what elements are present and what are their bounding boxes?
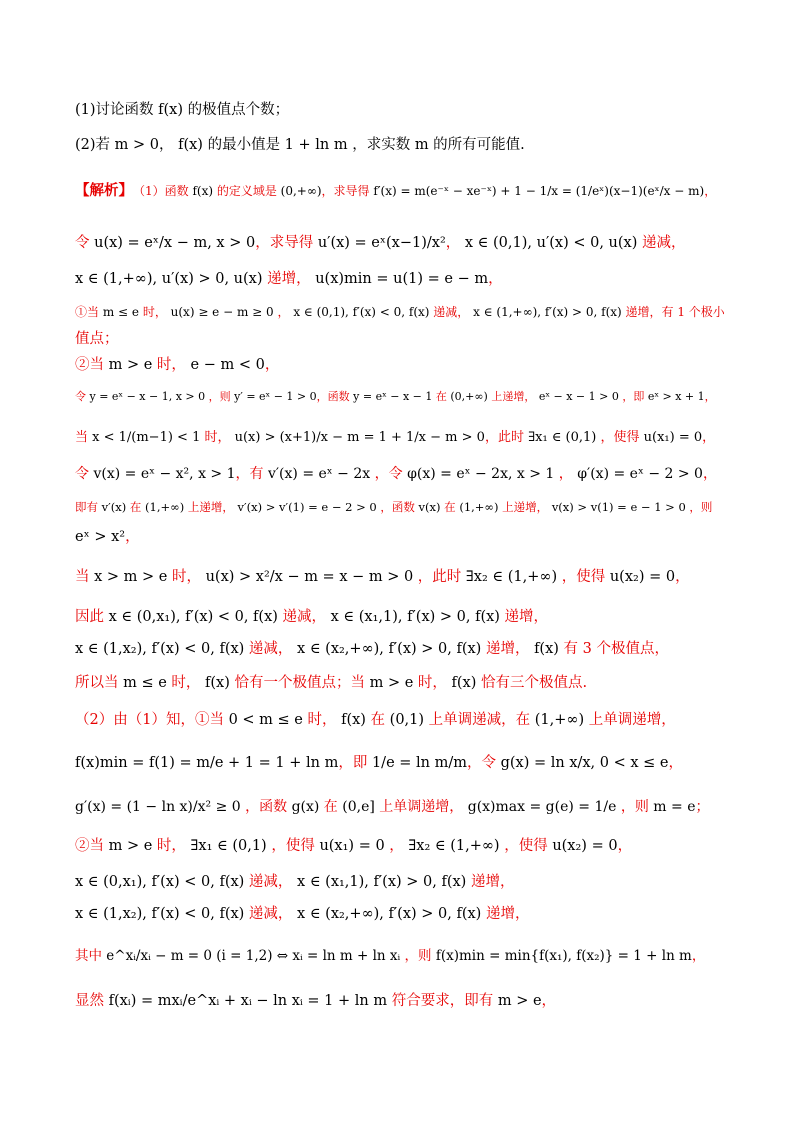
solution-text: ， [125, 529, 140, 545]
solution-text: ，使得 [596, 430, 644, 445]
solution-text: 在 [432, 390, 451, 403]
math-expression: u(x₂) = 0 [552, 838, 618, 854]
solution-text: 在 [440, 500, 460, 514]
math-expression: u(x₂) = 0 [609, 569, 676, 585]
solution-text: 递增， [499, 609, 549, 625]
solution-line [75, 566, 725, 588]
solution-text: ，使得 [266, 838, 320, 854]
math-expression: u(x) > (x+1)/x − m = 1 + 1/x − m > 0 [234, 430, 485, 445]
solution-text: 令 [75, 235, 95, 251]
solution-text: 上单调递增， [584, 712, 676, 728]
math-expression: f(x) [341, 712, 366, 728]
solution-text: 有 3 个极值点， [558, 641, 669, 657]
solution-text: ， [617, 838, 633, 854]
solution-line [75, 990, 725, 1012]
solution-text: 上递增， [487, 390, 539, 403]
solution-text: ， [264, 357, 280, 373]
math-expression: m > e [369, 675, 414, 691]
math-expression: g′(x) = (1 − ln x)/x² ≥ 0 [75, 799, 241, 815]
solution-header: 【解析】 [75, 182, 133, 199]
solution-line [75, 386, 725, 408]
solution-text: ， [704, 390, 716, 403]
solution-text: 值点； [75, 331, 119, 347]
solution-line [75, 463, 725, 485]
math-expression: e − m < 0 [190, 357, 265, 373]
math-expression: y′ = eˣ − 1 > 0 [234, 390, 317, 403]
solution-text: ，函数 [376, 500, 419, 514]
math-expression: g(x) = ln x/x, 0 < x ≤ e [500, 755, 669, 771]
solution-text: 递减， [277, 609, 331, 625]
solution-text: ， [554, 466, 578, 482]
math-expression: u(x₁) = 0 [319, 838, 385, 854]
solution-line [75, 496, 725, 518]
math-expression: y = eˣ − x − 1, x > 0 [89, 390, 206, 403]
solution-text: ，则 [400, 948, 436, 964]
math-expression: ∃x₂ ∈ (1,+∞) [465, 569, 558, 585]
math-expression: f(x) [451, 675, 477, 691]
solution-text: ，则 [616, 799, 654, 815]
solution-text: ， [273, 305, 294, 319]
solution-text: 时， [302, 712, 342, 728]
math-expression: u(x)min = u(1) = e − m [315, 271, 489, 287]
solution-line [75, 606, 725, 628]
solution-text: 的定义域是 [213, 184, 281, 198]
solution-text: 上单调递增， [374, 799, 468, 815]
solution-text: 令 [75, 390, 90, 403]
solution-text: ， [691, 948, 706, 964]
solution-text: 递减， [244, 906, 298, 922]
solution-line [75, 903, 725, 925]
solution-text: 上递增， [498, 500, 552, 514]
math-expression: v(x) [418, 500, 441, 514]
math-expression: eˣ − x − 1 > 0 [538, 390, 619, 403]
math-expression: x ∈ (0,1), f′(x) < 0, f(x) [293, 305, 430, 319]
math-expression: g(x)max = g(e) = 1/e [467, 799, 617, 815]
math-expression: x ∈ (1,x₂), f′(x) < 0, f(x) [75, 906, 245, 922]
solution-text: 时， [166, 675, 206, 691]
solution-text: ， [702, 430, 716, 445]
solution-text: ，函数 [240, 799, 292, 815]
math-expression: x ∈ (1,x₂), f′(x) < 0, f(x) [75, 641, 245, 657]
solution-text: 恰有一个极值点；当 [229, 675, 370, 691]
solution-line [75, 354, 725, 376]
math-expression: f(x)min = min{f(x₁), f(x₂)} = 1 + ln m [435, 948, 692, 964]
solution-text: 递减， [429, 305, 474, 319]
math-expression: y = eˣ − x − 1 [353, 390, 433, 403]
math-expression: u′(x) = eˣ(x−1)/x² [317, 235, 446, 251]
math-expression: m > e [108, 838, 153, 854]
solution-text: ，求导得 [255, 235, 318, 251]
solution-text: ，使得 [499, 838, 553, 854]
solution-line [75, 871, 725, 893]
math-expression: m ≤ e [102, 305, 139, 319]
solution-text: 当 [75, 430, 93, 445]
math-expression: (0,1) [389, 712, 425, 728]
math-expression: (1,+∞) [459, 500, 499, 514]
solution-text: 递减， [637, 235, 686, 251]
solution-text: ， [541, 993, 557, 1009]
solution-text: 时， [413, 675, 452, 691]
math-expression: eˣ > x² [75, 529, 126, 545]
solution-line [75, 945, 725, 967]
solution-text: 即有 [75, 500, 102, 514]
math-expression: x ∈ (x₁,1), f′(x) > 0, f(x) [330, 609, 500, 625]
solution-line [75, 301, 725, 323]
solution-text: （1）函数 [133, 184, 193, 198]
math-expression: m > e [108, 357, 153, 373]
solution-line [75, 526, 725, 548]
solution-text: ； [695, 799, 710, 815]
solution-text: ， [675, 569, 690, 585]
question-part-2: (2)若 m > 0， f(x) 的最小值是 1 + ln m ，求实数 m 的所有可能值. [75, 137, 525, 153]
solution-text: 显然 [75, 993, 109, 1009]
solution-line [75, 752, 725, 774]
solution-text: 所以当 [75, 675, 124, 691]
solution-text: 递减， [244, 641, 298, 657]
solution-text: 恰有三个极值点. [476, 675, 588, 691]
solution-text: 上单调递减，在 [424, 712, 535, 728]
solution-text: 因此 [75, 609, 109, 625]
math-expression: f(x)min = f(1) = m/e + 1 = 1 + ln m [75, 755, 339, 771]
solution-text: 递增， [481, 906, 530, 922]
math-expression: x ∈ (0,1), u′(x) < 0, u(x) [464, 235, 638, 251]
math-expression: (0,+∞) [450, 390, 488, 403]
solution-text: ， [445, 235, 465, 251]
math-expression: u(x) = eˣ/x − m, x > 0 [94, 235, 256, 251]
solution-text: ， [668, 755, 683, 771]
solution-line [75, 427, 725, 449]
math-expression: x ∈ (0,x₁), f′(x) < 0, f(x) [108, 609, 278, 625]
solution-text: 在 [126, 500, 146, 514]
solution-text: ，使得 [557, 569, 610, 585]
solution-text: ，令 [466, 755, 501, 771]
solution-text: 在 [365, 712, 390, 728]
solution-text: ，则 [685, 500, 713, 514]
solution-text: 时， [152, 838, 191, 854]
math-expression: v′(x) [101, 500, 127, 514]
math-expression: φ′(x) = eˣ − 2 > 0 [577, 466, 703, 482]
document-page [75, 0, 725, 1132]
solution-line [75, 232, 725, 254]
math-expression: (1,+∞) [145, 500, 185, 514]
solution-text: ，有 [235, 466, 268, 482]
solution-text: 递增， [262, 271, 316, 287]
math-expression: m > e [497, 993, 542, 1009]
math-expression: (1,+∞) [534, 712, 585, 728]
solution-line [75, 638, 725, 660]
math-expression: x > m > e [94, 569, 168, 585]
solution-text: （2）由（1）知，①当 [75, 712, 229, 728]
math-expression: v′(x) = eˣ − 2x [267, 466, 371, 482]
solution-line [133, 180, 725, 202]
math-expression: ∃x₁ ∈ (0,1) [190, 838, 267, 854]
solution-text: ，则 [205, 390, 235, 403]
solution-text: 时， [152, 357, 191, 373]
math-expression: (0,e] [342, 799, 375, 815]
math-expression: x ∈ (1,+∞), u′(x) > 0, u(x) [75, 271, 263, 287]
question-part-1: (1)讨论函数 f(x) 的极值点个数； [75, 102, 290, 118]
math-expression: f′(x) = m(e⁻ˣ − xe⁻ˣ) + 1 − 1/x = (1/eˣ)(x−1)(eˣ/x − m) [373, 184, 705, 198]
math-expression: v(x) > v(1) = e − 1 > 0 [551, 500, 686, 514]
math-expression: g(x) [291, 799, 320, 815]
solution-text: ，令 [370, 466, 408, 482]
solution-text: 时， [139, 305, 171, 319]
solution-text: 上递增， [184, 500, 238, 514]
solution-text: ， [384, 838, 409, 854]
solution-line [75, 268, 725, 290]
solution-text: ，此时 [413, 569, 466, 585]
math-expression: x ∈ (0,x₁), f′(x) < 0, f(x) [75, 874, 245, 890]
math-expression: x ∈ (x₂,+∞), f′(x) > 0, f(x) [297, 906, 482, 922]
solution-text: 递减， [244, 874, 298, 890]
solution-text: ，此时 [484, 430, 529, 445]
math-expression: m = e [653, 799, 696, 815]
math-expression: φ(x) = eˣ − 2x, x > 1 [407, 466, 555, 482]
math-expression: f(x) [192, 184, 214, 198]
solution-text: ， [702, 466, 717, 482]
solution-text: 令 [75, 466, 94, 482]
solution-line [75, 796, 725, 818]
solution-line [75, 672, 725, 694]
solution-text: ， [704, 184, 717, 198]
solution-text: ，函数 [316, 390, 354, 403]
solution-text: 当 [75, 569, 95, 585]
math-expression: x < 1/(m−1) < 1 [92, 430, 201, 445]
solution-text: 递增，有 1 个极小 [621, 305, 725, 319]
math-expression: u(x) > x²/x − m = x − m > 0 [205, 569, 414, 585]
math-expression: m ≤ e [123, 675, 167, 691]
math-expression: ∃x₁ ∈ (0,1) [528, 430, 597, 445]
solution-text: 其中 [75, 948, 107, 964]
solution-text: ②当 [75, 357, 109, 373]
math-expression: 0 < m ≤ e [228, 712, 303, 728]
solution-text: ①当 [75, 305, 103, 319]
math-expression: f(x) [534, 641, 559, 657]
solution-text: 递增， [481, 641, 535, 657]
solution-text: 递增， [466, 874, 515, 890]
math-expression: f(x) [205, 675, 230, 691]
solution-text: ，求导得 [321, 184, 374, 198]
math-expression: ∃x₂ ∈ (1,+∞) [408, 838, 500, 854]
solution-text: 在 [319, 799, 343, 815]
solution-text: 时， [167, 569, 206, 585]
math-expression: v′(x) > v′(1) = e − 2 > 0 [237, 500, 377, 514]
math-expression: eˣ > x + 1 [647, 390, 705, 403]
solution-line [75, 709, 725, 731]
math-expression: x ∈ (x₂,+∞), f′(x) > 0, f(x) [297, 641, 482, 657]
math-expression: (0,+∞) [280, 184, 322, 198]
math-expression: x ∈ (1,+∞), f′(x) > 0, f(x) [473, 305, 622, 319]
solution-text: ， [488, 271, 503, 287]
solution-line [75, 835, 725, 857]
solution-text: ②当 [75, 838, 109, 854]
solution-text: 时， [200, 430, 235, 445]
math-expression: x ∈ (x₁,1), f′(x) > 0, f(x) [297, 874, 467, 890]
solution-text: ，即 [618, 390, 648, 403]
math-expression: v(x) = eˣ − x², x > 1 [93, 466, 236, 482]
math-expression: 1/e = ln m/m [371, 755, 467, 771]
math-expression: u(x) ≥ e − m ≥ 0 [170, 305, 274, 319]
solution-text: 符合要求，即有 [387, 993, 498, 1009]
solution-text: ，即 [338, 755, 372, 771]
solution-line [75, 328, 725, 350]
math-expression: f(xᵢ) = mxᵢ/e^xᵢ + xᵢ − ln xᵢ = 1 + ln m [108, 993, 388, 1009]
math-expression: e^xᵢ/xᵢ − m = 0 (i = 1,2) ⇔ xᵢ = ln m + ln xᵢ [106, 948, 401, 964]
math-expression: u(x₁) = 0 [643, 430, 703, 445]
